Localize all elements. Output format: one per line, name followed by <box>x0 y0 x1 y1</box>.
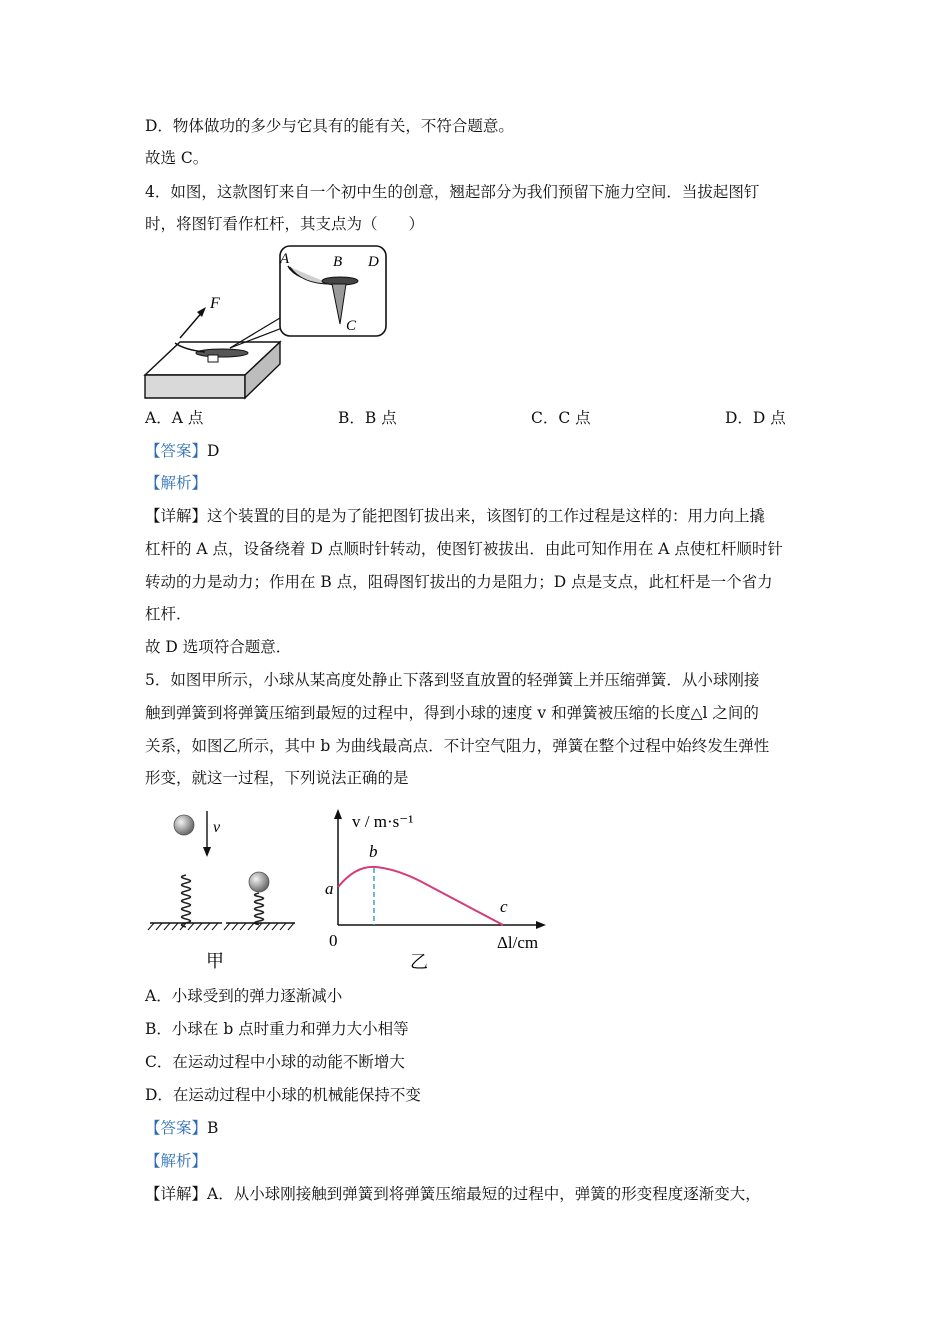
question-5-line-3: 关系，如图乙所示，其中 b 为曲线最高点．不计空气阻力，弹簧在整个过程中始终发生弹性 <box>145 737 770 755</box>
q5-answer <box>145 1117 218 1139</box>
q4-option-a: A．A 点 <box>145 409 204 427</box>
q4-option-d: D．D 点 <box>725 409 786 427</box>
answer-value: B <box>207 1119 219 1137</box>
q4-answer <box>145 440 219 462</box>
q4-detail-line-4: 杠杆． <box>145 605 192 623</box>
q4-detail-line-1 <box>145 505 765 527</box>
label-F: F <box>210 295 220 312</box>
label-C: C <box>346 318 357 334</box>
detail-text: A．从小球刚接触到弹簧到将弹簧压缩最短的过程中，弹簧的形变程度逐渐变大， <box>207 1185 761 1203</box>
answer-tag: 【答案】 <box>145 1119 208 1137</box>
q4-detail-line-5: 故 D 选项符合题意． <box>145 638 292 656</box>
q5-option-a: A．小球受到的弹力逐渐减小 <box>145 987 343 1005</box>
question-5-line-1: 5．如图甲所示，小球从某高度处静止下落到竖直放置的轻弹簧上并压缩弹簧．从小球刚接 <box>145 671 760 689</box>
caption-yi: 乙 <box>410 952 428 972</box>
analysis-tag: 【解析】 <box>145 1152 208 1170</box>
y-axis-label: v / m·s⁻¹ <box>352 812 414 831</box>
question-5-line-2: 触到弹簧到将弹簧压缩到最短的过程中，得到小球的速度 v 和弹簧被压缩的长度△l 之间的 <box>145 704 759 722</box>
label-A: A <box>280 251 290 267</box>
q5-option-c: C．在运动过程中小球的动能不断增大 <box>145 1053 405 1071</box>
question-4-line-1: 4．如图，这款图钉来自一个初中生的创意，翘起部分为我们预留下施力空间．当拔起图钉 <box>145 183 760 201</box>
text-line-1: D．物体做功的多少与它具有的能有关，不符合题意。 <box>145 117 514 135</box>
q4-detail-line-3: 转动的力是动力；作用在 B 点，阻碍图钉拔出的力是阻力；D 点是支点，此杠杆是一个省力 <box>145 573 773 591</box>
answer-tag: 【答案】 <box>145 442 208 460</box>
q5-detail-line-1 <box>145 1183 761 1205</box>
detail-tag: 【详解】 <box>145 1185 208 1203</box>
q4-detail-line-2: 杠杆的 A 点，设备绕着 D 点顺时针转动，使图钉被拔出．由此可知作用在 A 点使杠杆顺时针 <box>145 540 783 558</box>
detail-text: 这个装置的目的是为了能把图钉拔出来，该图钉的工作过程是这样的：用力向上撬 <box>207 507 766 525</box>
answer-value: D <box>207 442 220 460</box>
question-4-line-2: 时，将图钉看作杠杆，其支点为（ ） <box>145 215 425 233</box>
point-a-label: a <box>325 879 334 898</box>
point-c-label: c <box>500 897 508 916</box>
figure-yi-velocity-graph <box>320 805 555 975</box>
question-5-line-4: 形变，就这一过程，下列说法正确的是 <box>145 769 409 787</box>
analysis-tag: 【解析】 <box>145 474 208 492</box>
origin-label: 0 <box>329 931 338 950</box>
q5-option-d: D．在运动过程中小球的机械能保持不变 <box>145 1086 421 1104</box>
q4-option-c: C．C 点 <box>531 409 591 427</box>
detail-tag: 【详解】 <box>145 507 208 525</box>
q5-option-b: B．小球在 b 点时重力和弹力大小相等 <box>145 1020 409 1038</box>
q4-option-b: B．B 点 <box>338 409 397 427</box>
x-axis-label: Δl/cm <box>497 933 539 952</box>
point-b-label: b <box>369 842 378 861</box>
text-line-2: 故选 C。 <box>145 149 209 167</box>
caption-jia: 甲 <box>206 951 224 971</box>
label-v: v <box>213 819 221 836</box>
label-B: B <box>333 254 343 270</box>
q4-analysis-tag <box>145 472 207 494</box>
label-D: D <box>368 254 379 270</box>
thumbtack-figure <box>140 240 400 400</box>
figure-jia-ball-spring <box>140 805 310 975</box>
q5-analysis-tag <box>145 1150 207 1172</box>
